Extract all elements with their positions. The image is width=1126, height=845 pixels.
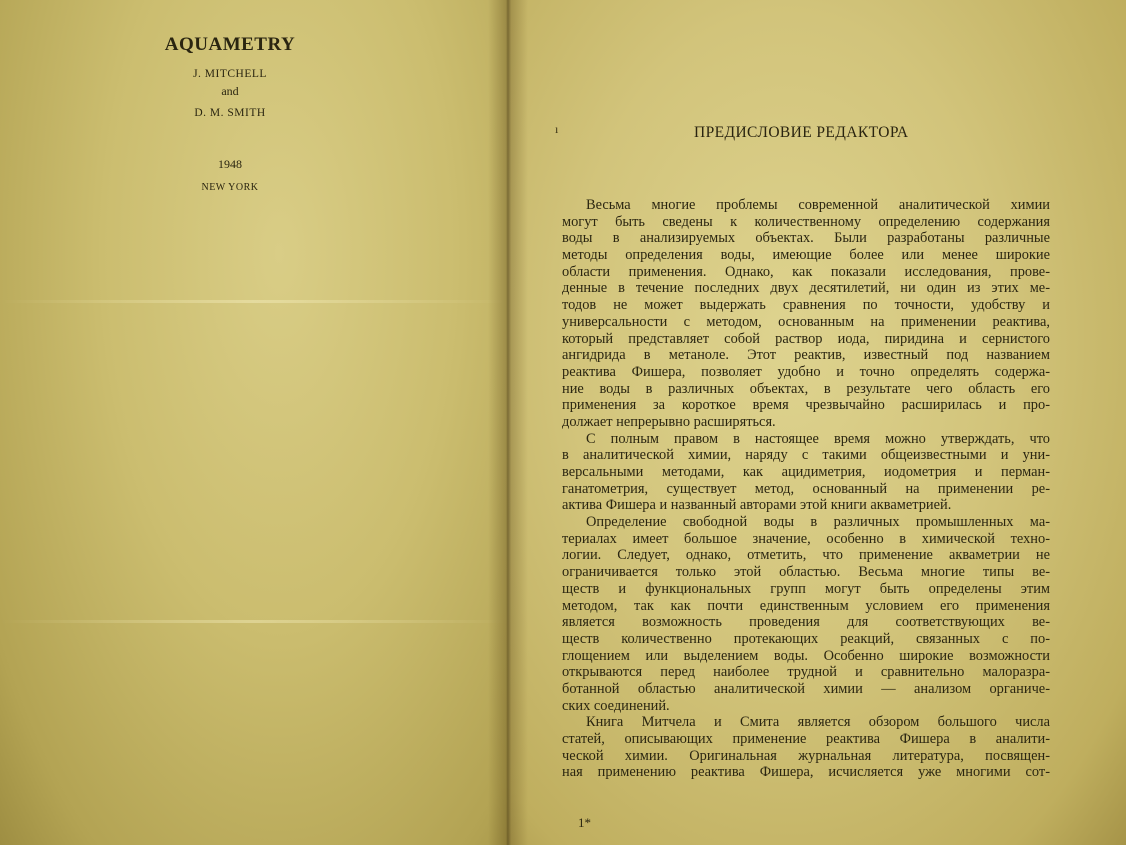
text-line: ангидрида в метаноле. Этот реактив, известный под названием — [562, 347, 1050, 364]
text-line: глощением или выделением воды. Особенно широкие возможности — [562, 647, 1050, 664]
author-name: J. MITCHELL — [193, 68, 267, 80]
text-line: Книга Митчела и Смита является обзором большого числа — [586, 714, 1050, 731]
text-line: териалах имеет большое значение, особенно в химической техно- — [562, 530, 1050, 547]
text-line: С полным правом в настоящее время можно утверждать, что — [586, 430, 1050, 447]
text-line: версальными методами, как ацидиметрия, иодометрия и перман- — [562, 464, 1050, 480]
text-line: универсальности с методом, основанным на применении реактива, — [562, 313, 1050, 330]
left-page — [0, 0, 508, 845]
text-line: методом, так как почти единственным условием его применения — [562, 597, 1050, 614]
text-line: Весьма многие проблемы современной аналитической химии — [586, 197, 1050, 213]
text-line: ние воды в различных объектах, в результате чего область его — [562, 380, 1050, 397]
text-line: ограничивается только этой областью. Весьма многие типы ве- — [562, 564, 1050, 581]
text-line: методы определения воды, имеющие более или менее широкие — [562, 247, 1050, 264]
body-text — [562, 197, 1050, 781]
text-line: должает непрерывно расширяться. — [562, 413, 776, 430]
text-line: актива Фишера и названный авторами этой книги акваметрией. — [562, 497, 952, 514]
book-gutter — [488, 0, 528, 845]
text-line: применения за короткое время чрезвычайно расширилась и про- — [562, 397, 1050, 414]
text-line: ских соединений. — [562, 697, 670, 714]
book-title: AQUAMETRY — [164, 34, 296, 55]
text-line: реактива Фишера, позволяет удобно и точно определять содержа- — [562, 363, 1050, 380]
title-block — [130, 34, 330, 193]
text-line: открываются перед наиболее трудной и сравнительно малоразра- — [562, 664, 1050, 681]
margin-mark: ı — [555, 122, 559, 136]
text-line: является возможность проведения для соответствующих ве- — [562, 614, 1050, 631]
publication-city: NEW YORK — [201, 182, 259, 193]
text-line: ботанной областью аналитической химии — анализом органиче- — [562, 680, 1050, 697]
text-line: области применения. Однако, как показали исследования, прове- — [562, 263, 1050, 280]
text-line: могут быть сведены к количественному определению содержания — [562, 213, 1050, 230]
text-line: ная применению реактива Фишера, исчисляется уже многими сот- — [562, 764, 1050, 781]
text-line: в аналитической химии, наряду с такими общеизвестными и уни- — [562, 447, 1050, 464]
text-line: логии. Следует, однако, отметить, что применение акваметрии не — [562, 547, 1050, 564]
text-line: ганатометрия, существует метод, основанный на применении ре- — [562, 480, 1050, 497]
text-line: воды в анализируемых объектах. Были разработаны различные — [562, 230, 1050, 247]
text-line: ществ и функциональных групп могут быть определены этим — [562, 580, 1050, 597]
text-line: ческой химии. Оригинальная журнальная литература, посвящен- — [562, 747, 1050, 764]
page-number: 1* — [578, 815, 591, 830]
text-line: Определение свободной воды в различных промышленных ма- — [586, 514, 1050, 531]
text-line: денные в течение последних двух десятилетий, ни один из этих ме- — [562, 280, 1050, 297]
page-crease — [0, 620, 508, 623]
text-line: статей, описывающих применение реактива Фишера в аналити- — [562, 731, 1050, 747]
text-line: который представляет собой раствор иода, пиридина и сернистого — [562, 330, 1050, 347]
publication-year: 1948 — [218, 157, 242, 171]
text-line: тодов не может выдержать сравнения по точности, удобству и — [562, 297, 1050, 314]
author-conjunction: and — [221, 84, 239, 98]
page-crease — [0, 300, 508, 303]
author-name: D. M. SMITH — [194, 107, 266, 119]
section-heading: ПРЕДИСЛОВИЕ РЕДАКТОРА — [694, 124, 909, 141]
text-line: ществ количественно протекающих реакций, связанных с по- — [562, 630, 1050, 647]
